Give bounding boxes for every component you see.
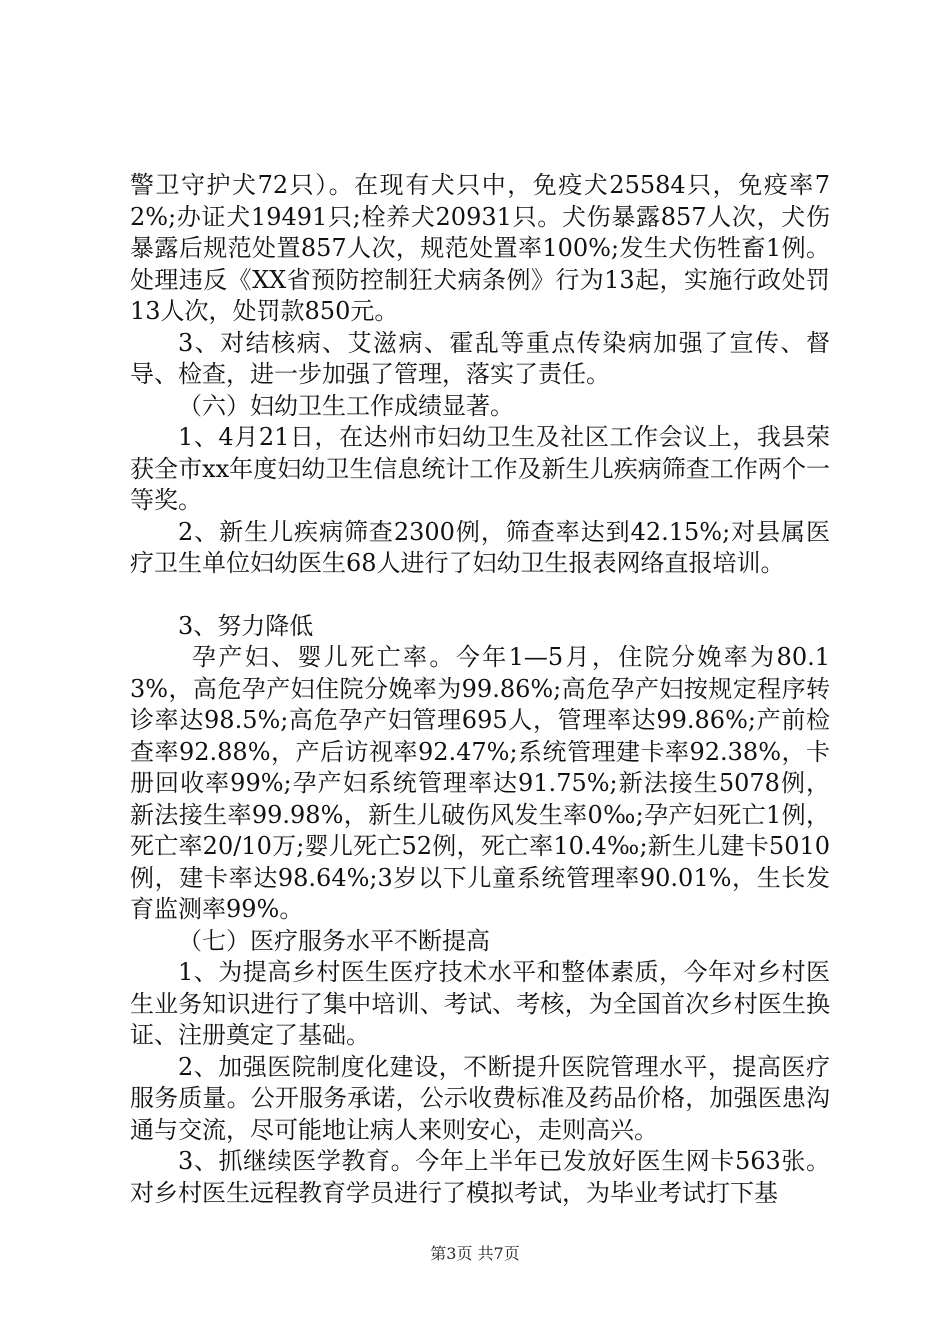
blank-line (130, 580, 830, 611)
paragraph-hospital-management: 2、加强医院制度化建设，不断提升医院管理水平，提高医疗服务质量。公开服务承诺，公示收费标准及药品价格，加强医患沟通与交流，尽可能地让病人来则安心，走则高兴。 (130, 1052, 830, 1144)
paragraph-infectious-disease: 3、对结核病、艾滋病、霍乱等重点传染病加强了宣传、督导、检查，进一步加强了管理，落实了责任。 (130, 328, 830, 388)
paragraph-mortality-stats: 孕产妇、婴儿死亡率。今年1—5月，住院分娩率为80.13%，高危孕产妇住院分娩率为99.86%;高危孕产妇按规定程序转诊率达98.5%;高危孕产妇管理695人，管理率达99.86%;产前检查率92.88%，产后访视率92.47%;系统管理建卡率92.38%，卡册回收率99%;孕产妇系统管理率达91.75%;新法接生5078例，新法接生率99.98%，新生儿破伤风发生率0‰;孕产妇死亡1例，死亡率20/10万;婴儿死亡52例，死亡率10.4‰;新生儿建卡5010例，建卡率达98.64%;3岁以下儿童系统管理率90.01%，生长发育监测率99%。 (130, 643, 830, 923)
paragraph-village-doctor-training: 1、为提高乡村医生医疗技术水平和整体素质，今年对乡村医生业务知识进行了集中培训、考试、考核，为全国首次乡村医生换证、注册奠定了基础。 (130, 958, 830, 1049)
section-heading-medical-service: （七）医疗服务水平不断提高 (178, 926, 490, 955)
paragraph-continuing-education: 3、抓继续医学教育。今年上半年已发放好医生网卡563张。对乡村医生远程教育学员进行了模拟考试，为毕业考试打下基 (130, 1147, 830, 1207)
paragraph-reduce-mortality-heading: 3、努力降低 (178, 611, 314, 640)
page-footer: 第3页 共7页 (430, 1244, 520, 1263)
paragraph-newborn-screening: 2、新生儿疾病筛查2300例，筛查率达到42.15%;对县属医疗卫生单位妇幼医生68人进行了妇幼卫生报表网络直报培训。 (130, 517, 830, 577)
paragraph-award: 1、4月21日，在达州市妇幼卫生及社区工作会议上，我县荣获全市xx年度妇幼卫生信息统计工作及新生儿疾病筛查工作两个一等奖。 (130, 423, 830, 514)
paragraph-rabies-stats: 警卫守护犬72只）。在现有犬只中，免疫犬25584只，免疫率72%;办证犬19491只;栓养犬20931只。犬伤暴露857人次，犬伤暴露后规范处置857人次，规范处置率100%;发生犬伤牲畜1例。处理违反《XX省预防控制狂犬病条例》行为13起，实施行政处罚13人次，处罚款850元。 (130, 171, 830, 325)
section-heading-maternal-child-health: （六）妇幼卫生工作成绩显著。 (178, 391, 514, 420)
document-body (130, 170, 830, 1209)
